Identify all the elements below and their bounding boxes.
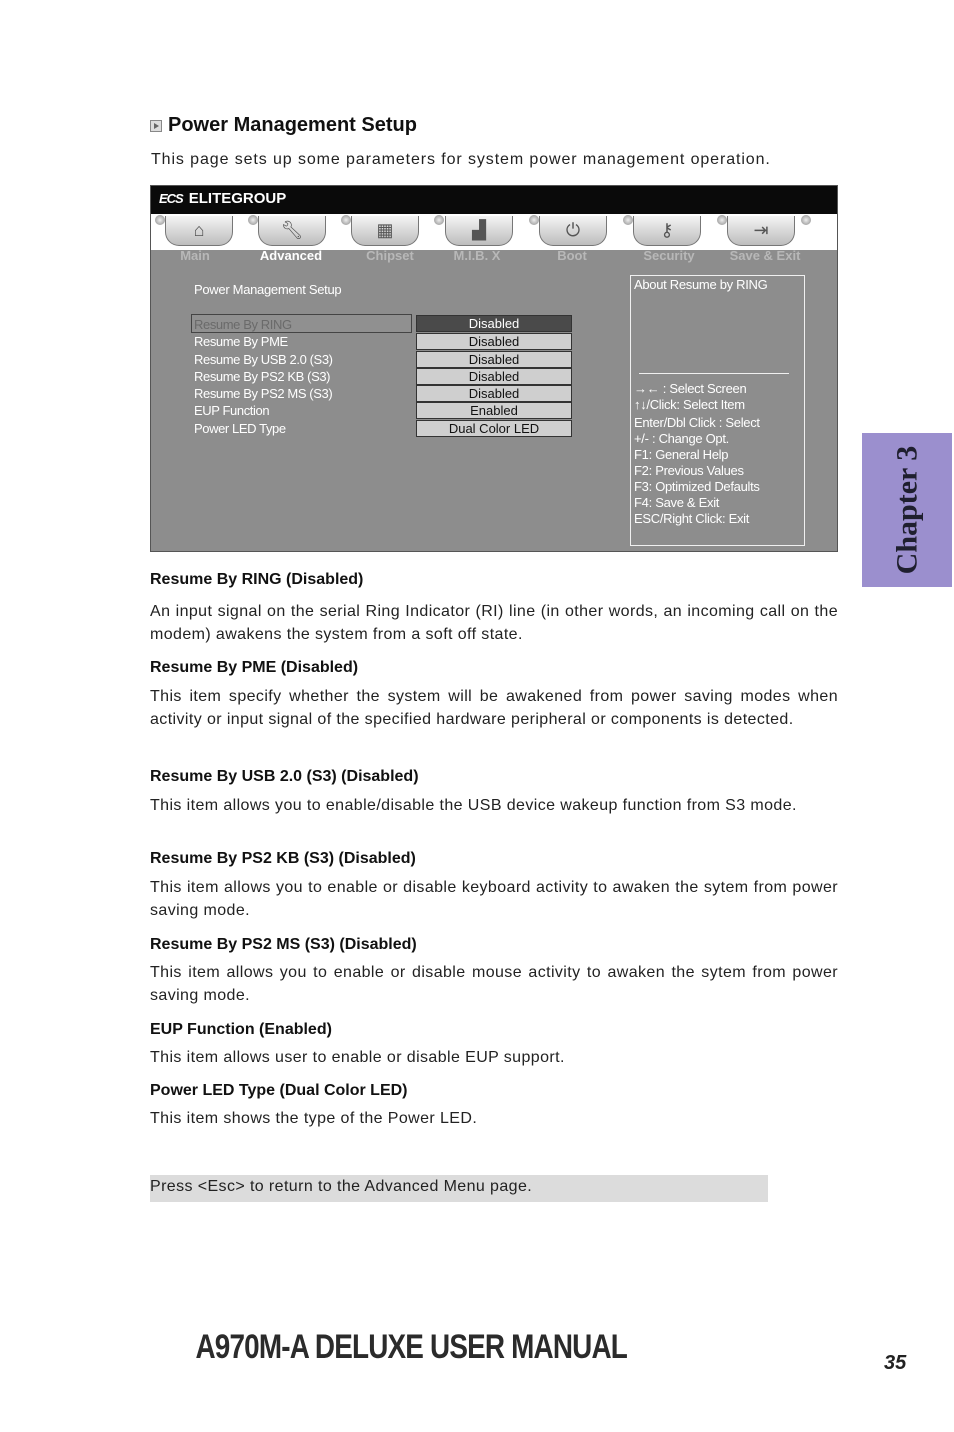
tab-advanced[interactable]: [258, 216, 326, 246]
bullet-icon: [150, 120, 162, 132]
desc-text-resume-ps2kb: This item allows you to enable or disable keyboard activity to awaken the sytem from power saving mode.: [150, 879, 838, 919]
desc-text-resume-usb: This item allows you to enable/disable the USB device wakeup function from S3 mode.: [150, 797, 797, 814]
chip-icon: ▦: [376, 220, 394, 240]
tab-save-exit[interactable]: [727, 216, 795, 246]
home-icon: ⌂: [193, 220, 205, 240]
setting-label-power-led[interactable]: Power LED Type: [194, 421, 286, 436]
manual-title: [0, 1328, 822, 1367]
help-key-select-item: ↑↓/Click: Select Item: [634, 397, 745, 412]
desc-heading-resume-ps2ms: Resume By PS2 MS (S3) (Disabled): [150, 936, 417, 953]
brand-name: ELITEGROUP: [188, 190, 287, 207]
desc-text-resume-pme: This item specify whether the system will be awakened from power saving modes when activity or input signal of the specified hardware peripheral or components is detected.: [150, 688, 838, 728]
tab-separator-icon: [155, 215, 165, 225]
help-key-select-screen: →← : Select Screen: [634, 381, 747, 396]
desc-heading-resume-pme: Resume By PME (Disabled): [150, 659, 359, 676]
tab-separator-icon: [717, 215, 727, 225]
setting-label-resume-ps2ms[interactable]: Resume By PS2 MS (S3): [194, 386, 333, 401]
help-panel: [630, 275, 805, 546]
help-key-f1: F1: General Help: [634, 447, 729, 462]
help-key-select: Enter/Dbl Click : Select: [634, 415, 760, 430]
bios-screen: [150, 185, 838, 552]
esc-note: Press <Esc> to return to the Advanced Menu page.: [150, 1175, 768, 1202]
tab-main[interactable]: [165, 216, 233, 246]
tab-label-security[interactable]: Security: [643, 248, 695, 263]
key-icon: ⚷: [660, 220, 674, 240]
tab-security[interactable]: [633, 216, 701, 246]
setting-value-resume-usb[interactable]: Disabled: [416, 351, 572, 368]
chapter-tab: [862, 433, 952, 587]
help-key-esc: ESC/Right Click: Exit: [634, 511, 750, 526]
setting-label-eup[interactable]: EUP Function: [194, 403, 270, 418]
tab-separator-icon: [341, 215, 351, 225]
chart-icon: ▟: [472, 220, 486, 240]
tab-label-advanced[interactable]: Advanced: [259, 248, 323, 263]
page-number: 35: [884, 1352, 907, 1374]
section-heading: [150, 114, 417, 137]
section-intro: This page sets up some parameters for system power management operation.: [151, 151, 771, 168]
desc-text-resume-ps2ms: This item allows you to enable or disable mouse activity to awaken the sytem from power saving mode.: [150, 964, 838, 1004]
wrench-icon: 🔧︎: [280, 220, 304, 240]
tab-label-save-exit[interactable]: Save & Exit: [729, 248, 801, 263]
desc-text-eup: This item allows user to enable or disable EUP support.: [150, 1049, 565, 1066]
chapter-label: Chapter 3: [890, 445, 923, 575]
tab-separator-icon: [623, 215, 633, 225]
setting-value-resume-ps2kb[interactable]: Disabled: [416, 368, 572, 385]
tab-label-boot[interactable]: Boot: [557, 248, 587, 263]
help-key-change: +/- : Change Opt.: [634, 431, 729, 446]
desc-heading-resume-ring: Resume By RING (Disabled): [150, 571, 364, 588]
ecs-logo-icon: ECS: [159, 191, 183, 206]
desc-text-resume-ring: An input signal on the serial Ring Indicator (RI) line (in other words, an incoming call on the modem) awakens the system from a soft off state.: [150, 603, 838, 643]
power-icon: ⏻: [565, 220, 581, 240]
tab-label-chipset[interactable]: Chipset: [366, 248, 414, 263]
section-title: Power Management Setup: [168, 114, 417, 136]
exit-icon: ⇥: [753, 220, 769, 240]
tab-separator-icon: [248, 215, 258, 225]
tab-separator-icon: [529, 215, 539, 225]
desc-heading-eup: EUP Function (Enabled): [150, 1021, 332, 1038]
manual-title-text: A970M-A DELUXE USER MANUAL: [195, 1328, 627, 1366]
help-key-f3: F3: Optimized Defaults: [634, 479, 760, 494]
setting-label-resume-usb[interactable]: Resume By USB 2.0 (S3): [194, 352, 333, 367]
setting-value-resume-ps2ms[interactable]: Disabled: [416, 385, 572, 402]
help-key-f2: F2: Previous Values: [634, 463, 744, 478]
desc-text-power-led: This item shows the type of the Power LED.: [150, 1110, 478, 1127]
setting-label-resume-ps2kb[interactable]: Resume By PS2 KB (S3): [194, 369, 331, 384]
setting-value-resume-pme[interactable]: Disabled: [416, 333, 572, 350]
help-about: About Resume by RING: [634, 277, 768, 292]
help-key-f4: F4: Save & Exit: [634, 495, 720, 510]
desc-heading-resume-ps2kb: Resume By PS2 KB (S3) (Disabled): [150, 850, 416, 867]
desc-heading-power-led: Power LED Type (Dual Color LED): [150, 1082, 408, 1099]
tab-boot[interactable]: [539, 216, 607, 246]
help-divider: [639, 373, 789, 374]
setting-label-resume-pme[interactable]: Resume By PME: [194, 334, 288, 349]
brand: [159, 190, 286, 207]
tab-separator-icon: [434, 215, 444, 225]
bios-title-bar: [151, 186, 837, 214]
setting-value-power-led[interactable]: Dual Color LED: [416, 420, 572, 437]
bios-screen-title: Power Management Setup: [194, 282, 342, 297]
tab-chipset[interactable]: [351, 216, 419, 246]
setting-value-resume-ring[interactable]: Disabled: [416, 315, 572, 332]
tab-label-main[interactable]: Main: [180, 248, 210, 263]
setting-value-eup[interactable]: Enabled: [416, 402, 572, 419]
tab-label-mibx[interactable]: M.I.B. X: [453, 248, 501, 263]
desc-heading-resume-usb: Resume By USB 2.0 (S3) (Disabled): [150, 768, 419, 785]
tab-mibx[interactable]: [445, 216, 513, 246]
setting-label-resume-ring[interactable]: Resume By RING: [194, 317, 292, 332]
tab-separator-icon: [801, 215, 811, 225]
